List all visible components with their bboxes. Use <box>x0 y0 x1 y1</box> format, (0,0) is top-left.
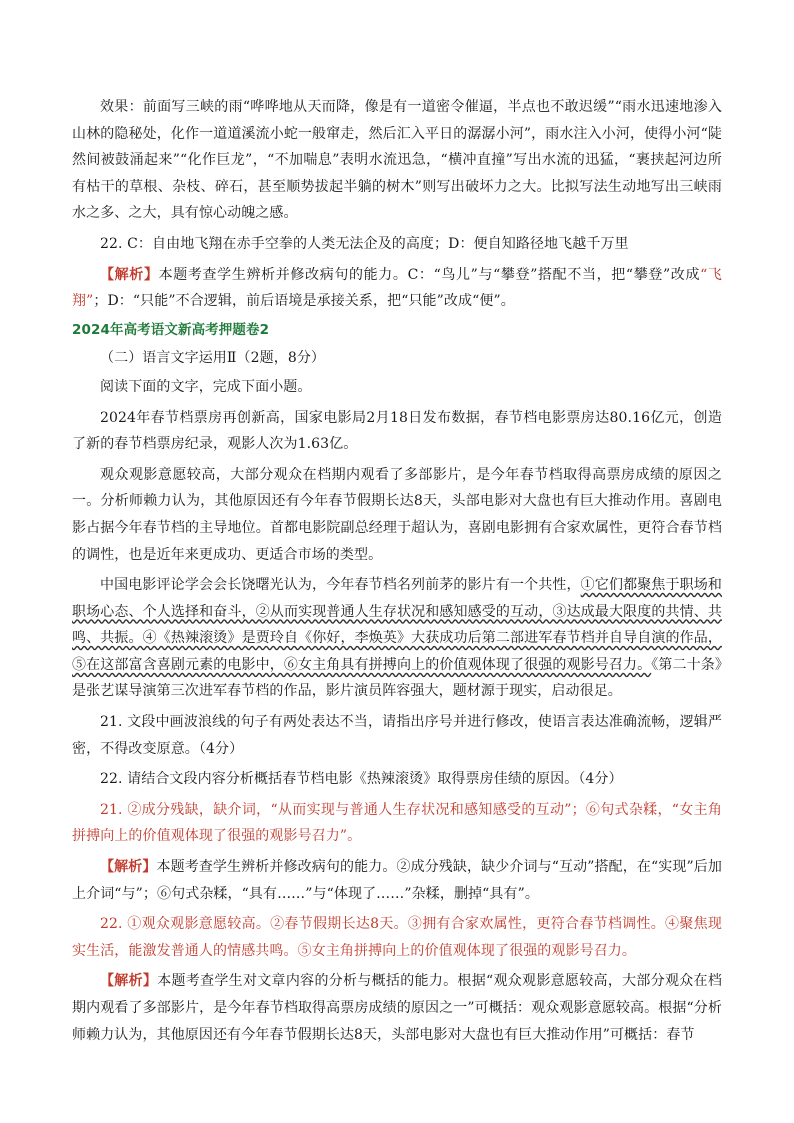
analysis-red: “飞翔” <box>72 266 722 310</box>
passage-paragraph-2: 观众观影意愿较高，大部分观众在档期内观看了多部影片，是今年春节档取得高票房成绩的原因之一。分析师赖力认为，其他原因还有今年春节假期长达8天，头部电影对大盘也有巨大推动作用。喜剧电影占据今年春节档的主导地位。首都电影院副总经理于超认为，喜剧电影拥有合家欢属性，更符合春节档的调性，也是近年来更成功、更适合市场的类型。 <box>72 466 722 563</box>
analysis-tag: 【解析】 <box>100 266 159 283</box>
instruction: 阅读下面的文字，完成下面小题。 <box>100 378 312 395</box>
document-page <box>72 90 722 1048</box>
effect-label: 效果： <box>100 99 143 115</box>
answer-21-analysis-text: 本题考查学生辨析并修改病句的能力。②成分残缺，缺少介词与“互动”搭配，在“实现”后加上介词“与”；⑥句式杂糅，“具有……”与“体现了……”杂糅，删掉“具有”。 <box>72 859 722 902</box>
answer-22-tag: 【解析】 <box>100 973 158 990</box>
effect-paragraph <box>72 94 722 227</box>
answer-21-tag: 【解析】 <box>100 859 157 876</box>
answer-22-analysis-text: 本题考查学生对文章内容的分析与概括的能力。根据“观众观影意愿较高，大部分观众在档期内观看了多部影片，是今年春节档取得高票房成绩的原因之一”可概括：观众观影意愿较高。根据“分析师赖力认为，其他原因还有今年春节假期长达8天，头部电影对大盘也有巨大推动作用”可概括：春节 <box>72 973 722 1043</box>
effect-text: 前面写三峡的雨“哗哗地从天而降，像是有一道密令催逼，半点也不敢迟缓”“雨水迅速地渗入山林的隐秘处，化作一道道溪流小蛇一般窜走，然后汇入平日的潺潺小河”，雨水注入小河，使得小河“陡然间被鼓涌起来”“化作巨龙”，“不加喘息”表明水流迅急，“横冲直撞”写出水流的迅猛，“裹挟起河边所有枯干的草根、杂枝、碎石，甚至顺势拔起半躺的树木”则写出破坏力之大。比拟写法生动地写出三峡雨水之多、之大，具有惊心动魄之感。 <box>72 99 722 222</box>
question-21: 21. 文段中画波浪线的句子有两处表达不当，请指出序号并进行修改，使语言表达准确流畅，逻辑严密，不得改变原意。（4分） <box>72 714 722 757</box>
passage-paragraph-3 <box>72 572 722 705</box>
wavy-underlined-sentence: ①它们都聚焦于职场和职场心态、个人选择和奋斗，②从而实现普通人生存状况和感知感受的互动，③达成最大限度的共情、共鸣、共振。④《热辣滚烫》是贾玲自《你好，李焕英》大获成功后第二部进军春节档并自导自演的作品，⑤在这部富含喜剧元素的电影中，⑥女主角具有拼搏向上的价值观体现了很强的观影号召力。 <box>72 577 723 673</box>
analysis-text-2: ；D：“只能”不合逻辑，前后语境是承接关系，把“只能”改成“便”。 <box>93 293 515 310</box>
answer-22-analysis <box>72 968 722 1048</box>
analysis-text: 本题考查学生辨析并修改病句的能力。C：“鸟儿”与“攀登”搭配不当，把“攀登”改成 <box>158 266 701 283</box>
question-22: 22. 请结合文段内容分析概括春节档电影《热辣滚烫》取得票房佳绩的原因。（4分） <box>100 771 623 788</box>
section-title: 2024年高考语文新高考押题卷2 <box>72 321 270 338</box>
answer-21-analysis <box>72 854 722 907</box>
passage-paragraph-1: 2024年春节档票房再创新高，国家电影局2月18日发布数据，春节档电影票房达80.16亿元，创造了新的春节档票房纪录，观影人次为1.63亿。 <box>72 409 722 453</box>
section-heading: （二）语言文字运用Ⅱ（2题，8分） <box>100 350 326 367</box>
passage-3-intro: 中国电影评论学会会长饶曙光认为，今年春节档名列前茅的影片有一个共性， <box>100 577 581 594</box>
answer-22: 22. ①观众观影意愿较高。②春节假期长达8天。③拥有合家欢属性，更符合春节档调性。④聚焦现实生活，能激发普通人的情感共鸣。⑤女主角拼搏向上的价值观体现了很强的观影号召力。 <box>72 916 722 959</box>
answer-21: 21. ②成分残缺，缺介词，“从而实现与普通人生存状况和感知感受的互动”；⑥句式杂糅，“女主角拼搏向上的价值观体现了很强的观影号召力”。 <box>72 801 722 845</box>
prev-q22-answer: 22. C：自由地飞翔在赤手空拳的人类无法企及的高度；D：便自知路径地飞越千万里 <box>100 235 629 252</box>
prev-analysis <box>72 262 722 315</box>
passage-3-outro: 《第二十条》是张艺谋导演第三次进军春节档的作品，影片演员阵容强大，题材源于现实，启动很足。 <box>72 656 722 700</box>
